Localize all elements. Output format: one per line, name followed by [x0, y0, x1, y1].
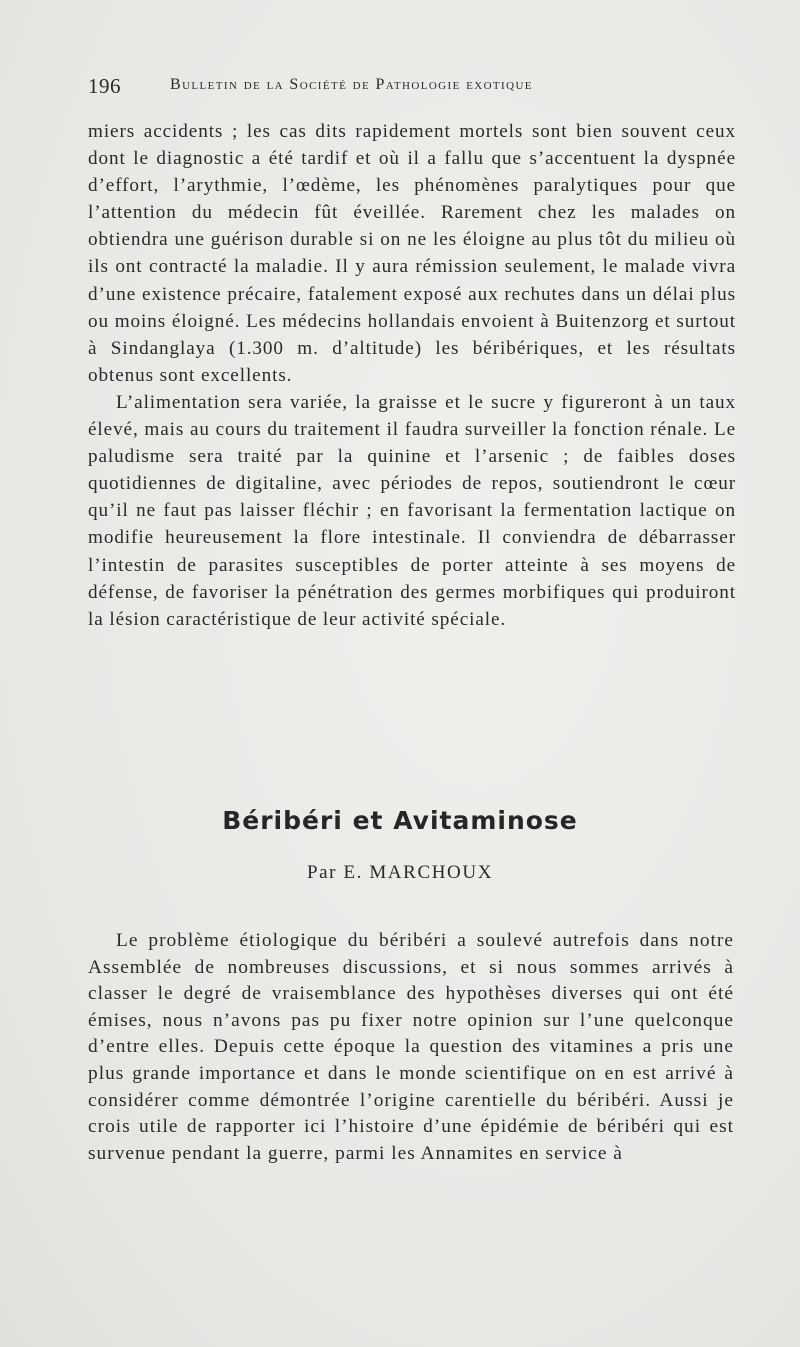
paragraph: Le problème étiologique du béribéri a soulevé autrefois dans notre Assemblée de nombreuses discussions, et si nous sommes arrivés à classer le degré de vraisemblance des hypothèses diverses qui ont été émises, nous n’avons pas pu fixer notre opinion sur l’une quelconque d’entre elles. Depuis cette époque la question des vitamines a pris une plus grande importance et dans le monde scientifique on en est arrivé à considérer comme démontrée l’origine carentielle du béribéri. Aussi je crois utile de rapporter ici l’histoire d’une épidémie de béribéri qui est survenue pendant la guerre, parmi les Annamites en service à: [88, 930, 734, 1164]
running-head: Bulletin de la Société de Pathologie exotique: [170, 76, 533, 93]
paragraph: L’alimentation sera variée, la graisse et le sucre y figureront à un taux élevé, mais au cours du traitement il faudra surveiller la fonction rénale. Le paludisme sera traité par la quinine et l’arsenic ; de faibles doses quotidiennes de digitaline, avec périodes de repos, soutiendront le cœur qu’il ne faut pas laisser fléchir ; en favorisant la fermentation lactique on modifie heureusement la flore intestinale. Il conviendra de débarrasser l’intestin de parasites susceptibles de porter atteinte à ses moyens de défense, de favoriser la pénétration des germes morbifiques qui produiront la lésion caractéristique de leur activité spéciale.: [88, 391, 736, 630]
article-title: Béribéri et Avitaminose: [222, 806, 578, 835]
page-header: [88, 74, 728, 102]
continued-text-block: [88, 118, 736, 633]
paragraph: miers accidents ; les cas dits rapidement mortels sont bien souvent ceux dont le diagnostic a été tardif et où il a fallu que s’accentuent la dyspnée d’effort, l’arythmie, l’œdème, les phénomènes paralytiques pour que l’attention du médecin fût éveillée. Rarement chez les malades on obtiendra une guérison durable si on ne les éloigne au plus tôt du milieu où ils ont contracté la maladie. Il y aura rémission seulement, le malade vivra d’une existence précaire, fatalement exposé aux rechutes dans un délai plus ou moins éloigné. Les médecins hollandais envoient à Buitenzorg et surtout à Sindanglaya (1.300 m. d’altitude) les béribériques, et les résultats obtenus sont excellents.: [88, 121, 736, 386]
article-author: Par E. MARCHOUX: [306, 862, 494, 883]
page-number: 196: [88, 74, 121, 98]
article-body: [88, 928, 734, 1167]
